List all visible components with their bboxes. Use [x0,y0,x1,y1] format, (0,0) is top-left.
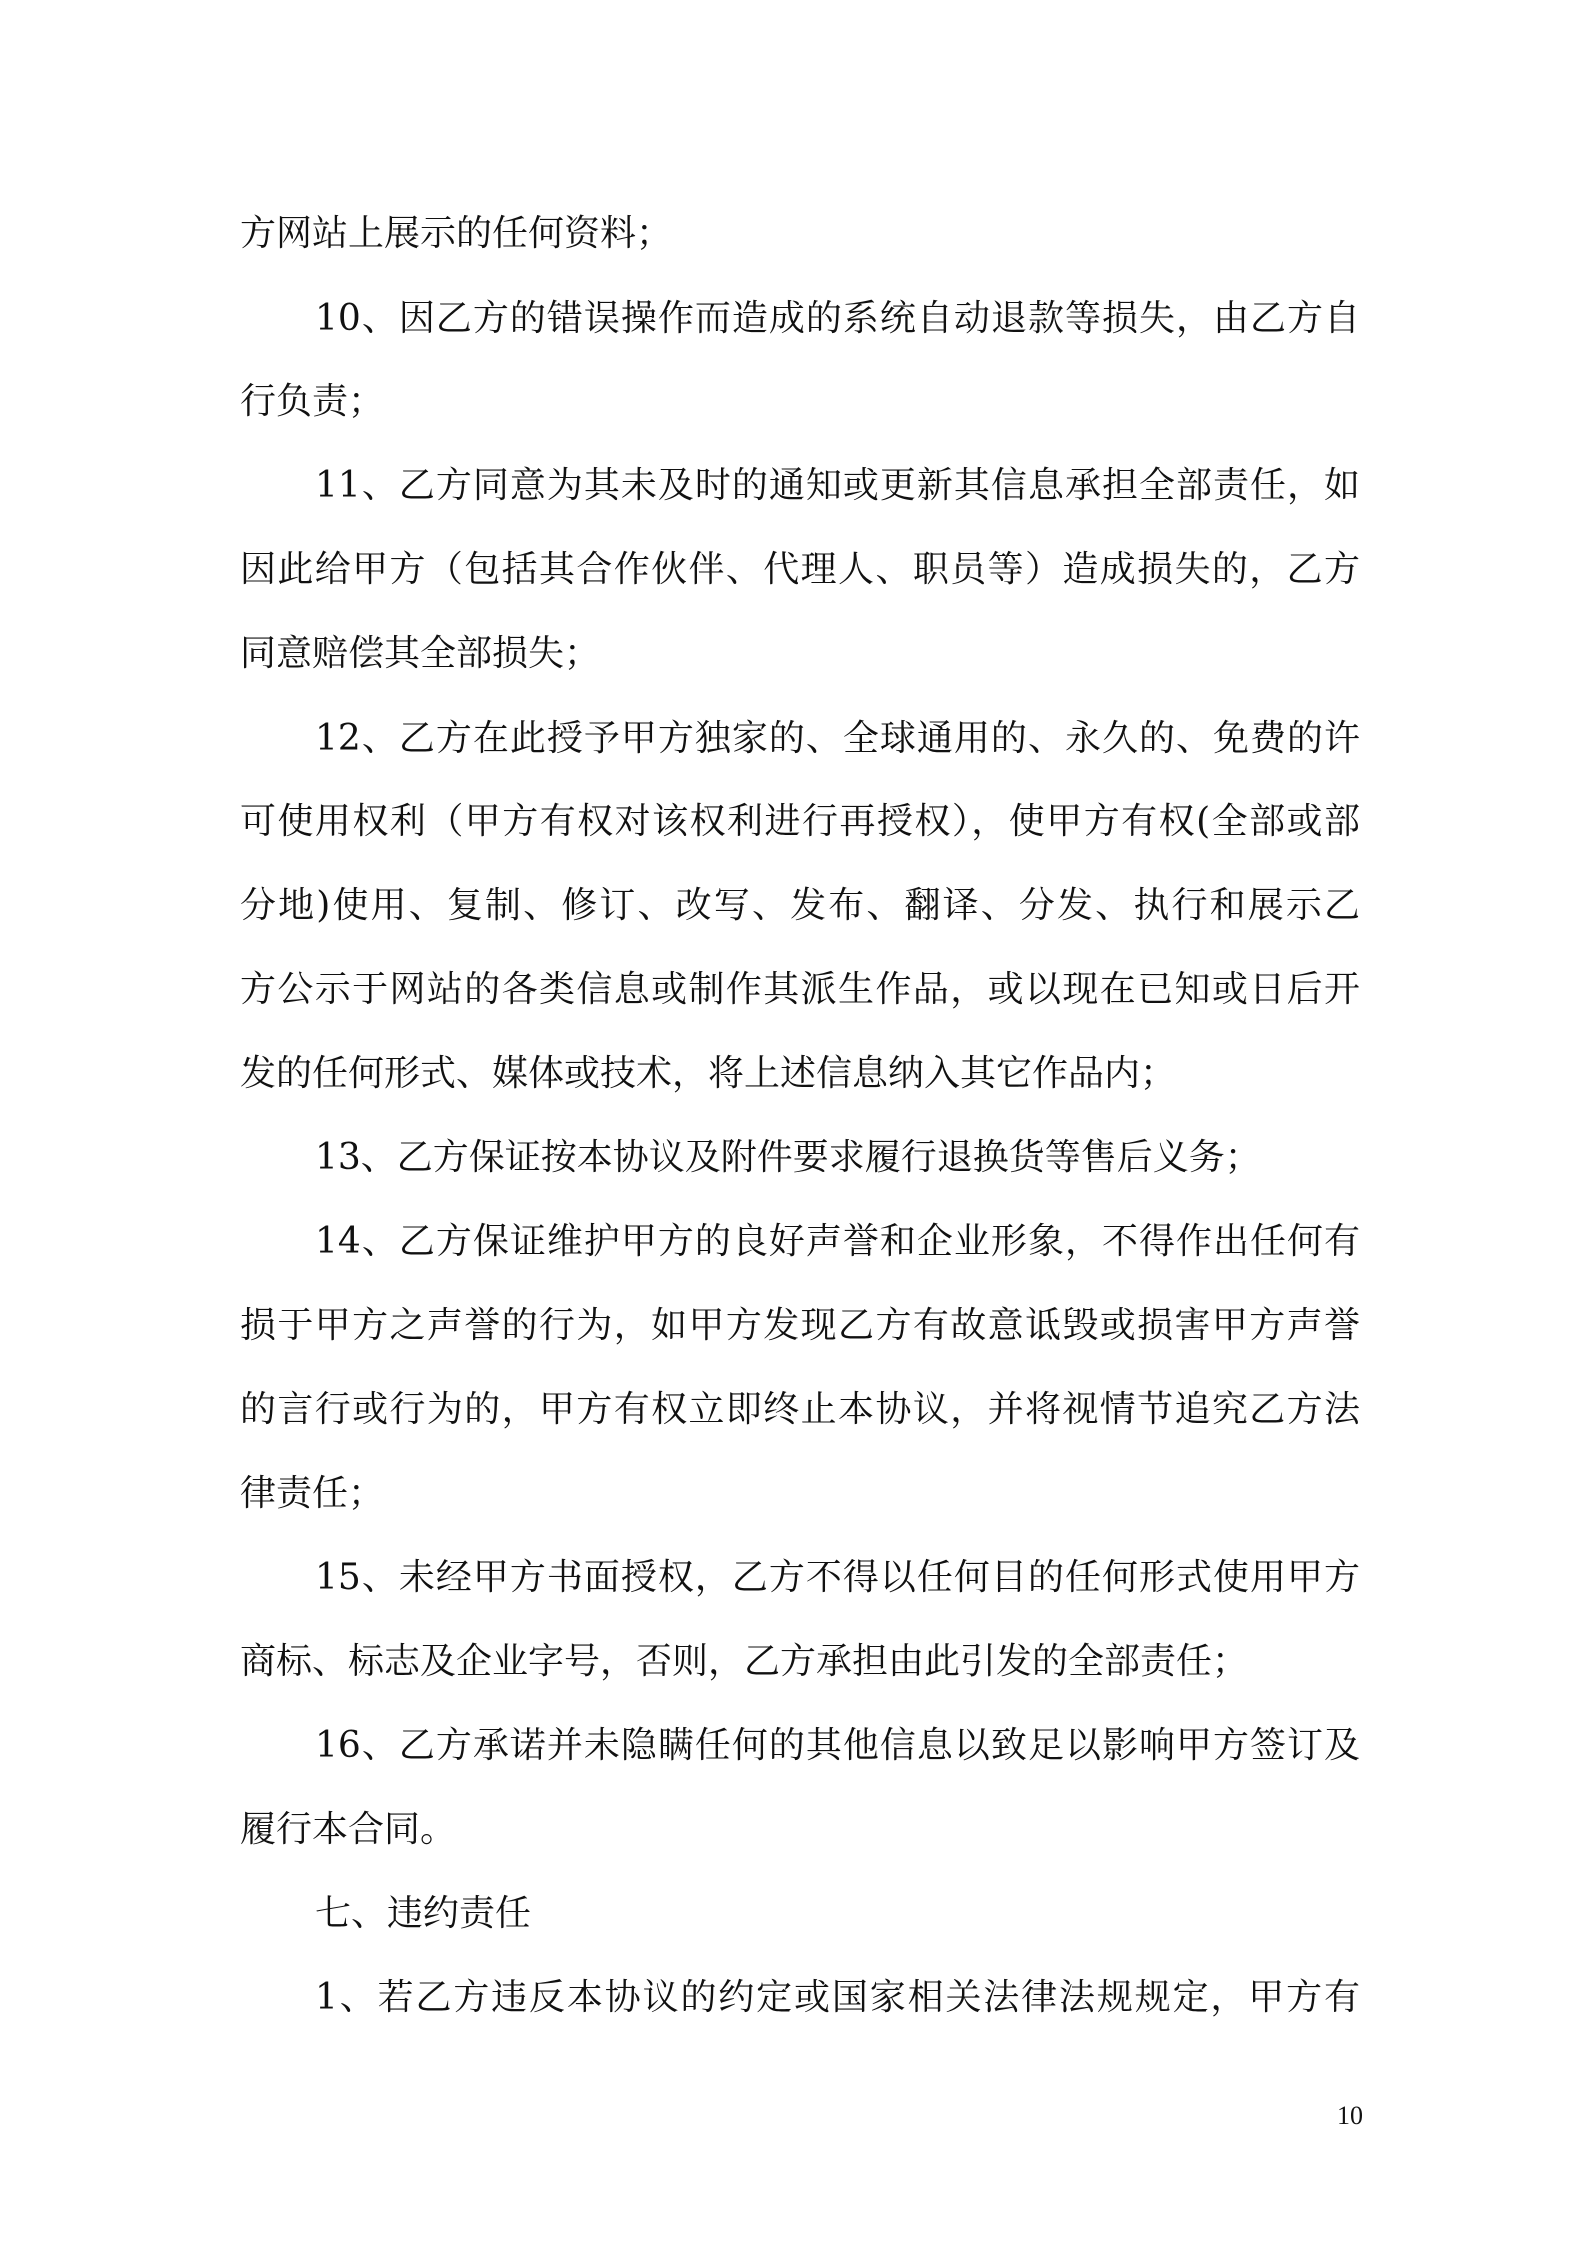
text-line: 可使用权利（甲方有权对该权利进行再授权），使甲方有权(全部或部 [240,801,1360,842]
text-line: 分地)使用、复制、修订、改写、发布、翻译、分发、执行和展示乙 [240,885,1360,926]
text-line: 律责任； [240,1473,385,1514]
text-line: 16、乙方承诺并未隐瞒任何的其他信息以致足以影响甲方签订及 [315,1725,1360,1766]
text-line: 行负责； [240,381,385,422]
section-heading: 七、违约责任 [315,1893,532,1934]
text-line: 发的任何形式、媒体或技术，将上述信息纳入其它作品内； [240,1053,1177,1094]
text-line: 方公示于网站的各类信息或制作其派生作品，或以现在已知或日后开 [240,969,1360,1010]
text-line: 14、乙方保证维护甲方的良好声誉和企业形象，不得作出任何有 [315,1221,1360,1262]
text-line: 商标、标志及企业字号，否则，乙方承担由此引发的全部责任； [240,1641,1249,1682]
text-line: 因此给甲方（包括其合作伙伴、代理人、职员等）造成损失的，乙方 [240,549,1360,590]
text-line: 履行本合同。 [240,1809,457,1850]
text-line: 损于甲方之声誉的行为，如甲方发现乙方有故意诋毁或损害甲方声誉 [240,1305,1360,1346]
text-line: 12、乙方在此授予甲方独家的、全球通用的、永久的、免费的许 [315,718,1360,759]
text-line: 10、因乙方的错误操作而造成的系统自动退款等损失，由乙方自 [315,298,1360,339]
text-line: 的言行或行为的，甲方有权立即终止本协议，并将视情节追究乙方法 [240,1389,1360,1430]
text-line: 方网站上展示的任何资料； [240,213,673,254]
page-number: 10 [1337,2101,1363,2130]
text-line: 同意赔偿其全部损失； [240,633,601,674]
text-line: 1、若乙方违反本协议的约定或国家相关法律法规规定，甲方有 [315,1977,1360,2018]
text-line: 13、乙方保证按本协议及附件要求履行退换货等售后义务； [315,1137,1261,1178]
text-line: 11、乙方同意为其未及时的通知或更新其信息承担全部责任，如 [315,465,1360,506]
text-line: 15、未经甲方书面授权，乙方不得以任何目的任何形式使用甲方 [315,1557,1360,1598]
